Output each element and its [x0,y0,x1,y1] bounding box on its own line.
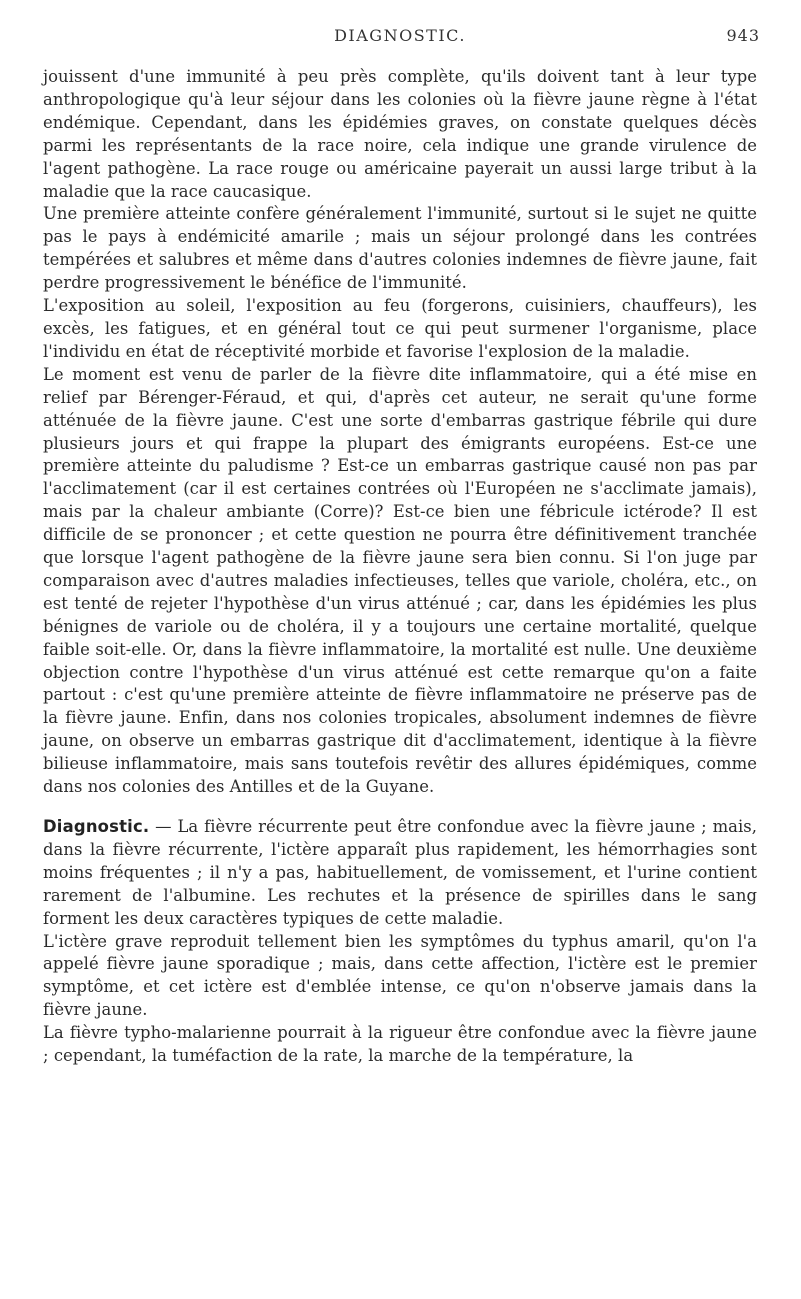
running-head [43,26,760,56]
paragraph-diagnostic [43,816,757,931]
paragraph-immunity-races: jouissent d'une immunité à peu près complète, qu'ils doivent tant à leur type anthropologique qu'à leur séjour dans les colonies où la fièvre jaune règne à l'état endémique. Cependant, dans les épidémies graves, on constate quelques décès parmi les représentants de la race noire, cela indique une grande virulence de l'agent pathogène. La race rouge ou américaine payerait un aussi large tribut à la maladie que la race caucasique. [43,67,757,201]
running-title: DIAGNOSTIC. [334,26,466,45]
paragraph-typho-malarial: La fièvre typho-malarienne pourrait à la rigueur être confondue avec la fièvre jaune ; cependant, la tuméfaction de la rate, la marche de la température, la [43,1023,757,1066]
paragraph-exposure: L'exposition au soleil, l'exposition au feu (forgerons, cuisiniers, chauffeurs), les excès, les fatigues, et en général tout ce qui peut surmener l'organisme, place l'individu en état de réceptivité morbide et favorise l'explosion de la maladie. [43,296,757,361]
paragraph-inflammatory-fever: Le moment est venu de parler de la fièvre dite inflammatoire, qui a été mise en relief par Bérenger-Féraud, et qui, d'après cet auteur, ne serait qu'une forme atténuée de la fièvre jaune. C'est une sorte d'embarras gastrique fébrile qui dure plusieurs jours et qui frappe la plupart des émigrants européens. Est-ce une première atteinte du paludisme ? Est-ce un embarras gastrique causé non pas par l'acclimatement (car il est certaines contrées où l'Européen ne s'acclimate jamais), mais par la chaleur ambiante (Corre)? Est-ce bien une fébricule ictérode? Il est difficile de se prononcer ; et cette question ne pourra être définitivement tranchée que lorsque l'agent pathogène de la fièvre jaune sera bien connu. Si l'on juge par comparaison avec d'autres maladies infectieuses, telles que variole, choléra, etc., on est tenté de rejeter l'hypothèse d'un virus atténué ; car, dans les épidémies les plus bénignes de variole ou de choléra, il y a toujours une certaine mortalité, quelque faible soit-elle. Or, dans la fièvre inflammatoire, la mortalité est nulle. Une deuxième objection contre l'hypothèse d'un virus atténué est cette remarque qu'on a faite partout : c'est qu'une première atteinte de fièvre inflammatoire ne préserve pas de la fièvre jaune. Enfin, dans nos colonies tropicales, absolument indemnes de fièvre jaune, on observe un embarras gastrique dit d'acclimatement, identique à la fièvre bilieuse inflammatoire, mais sans toutefois revêtir des allures épidémiques, comme dans nos colonies des Antilles et de la Guyane. [43,364,757,797]
diagnostic-lead-text: — La fièvre récurrente peut être confondue avec la fièvre jaune ; mais, dans la fièvre récurrente, l'ictère apparaît plus rapidement, les hémorrhagies sont moins fréquentes ; il n'y a pas, habituellement, de vomissement, et l'urine contient rarement de l'albumine. Les rechutes et la présence de spirilles dans le sang forment les deux caractères typiques de cette maladie. [43,817,757,928]
body-text [43,66,757,1068]
page-number: 943 [726,26,760,45]
paragraph-grave-icterus: L'ictère grave reproduit tellement bien les symptômes du typhus amaril, qu'on l'a appelé fièvre jaune sporadique ; mais, dans cette affection, l'ictère est le premier symptôme, et cet ictère est d'emblée intense, ce qu'on n'observe jamais dans la fièvre jaune. [43,931,757,1020]
section-gap [43,799,757,816]
book-page [43,26,760,1068]
section-heading: Diagnostic. [43,817,150,836]
paragraph-first-attack: Une première atteinte confère généralement l'immunité, surtout si le sujet ne quitte pas le pays à endémicité amarile ; mais un séjour prolongé dans les contrées tempérées et salubres et même dans d'autres colonies indemnes de fièvre jaune, fait perdre progressivement le bénéfice de l'immunité. [43,204,757,293]
